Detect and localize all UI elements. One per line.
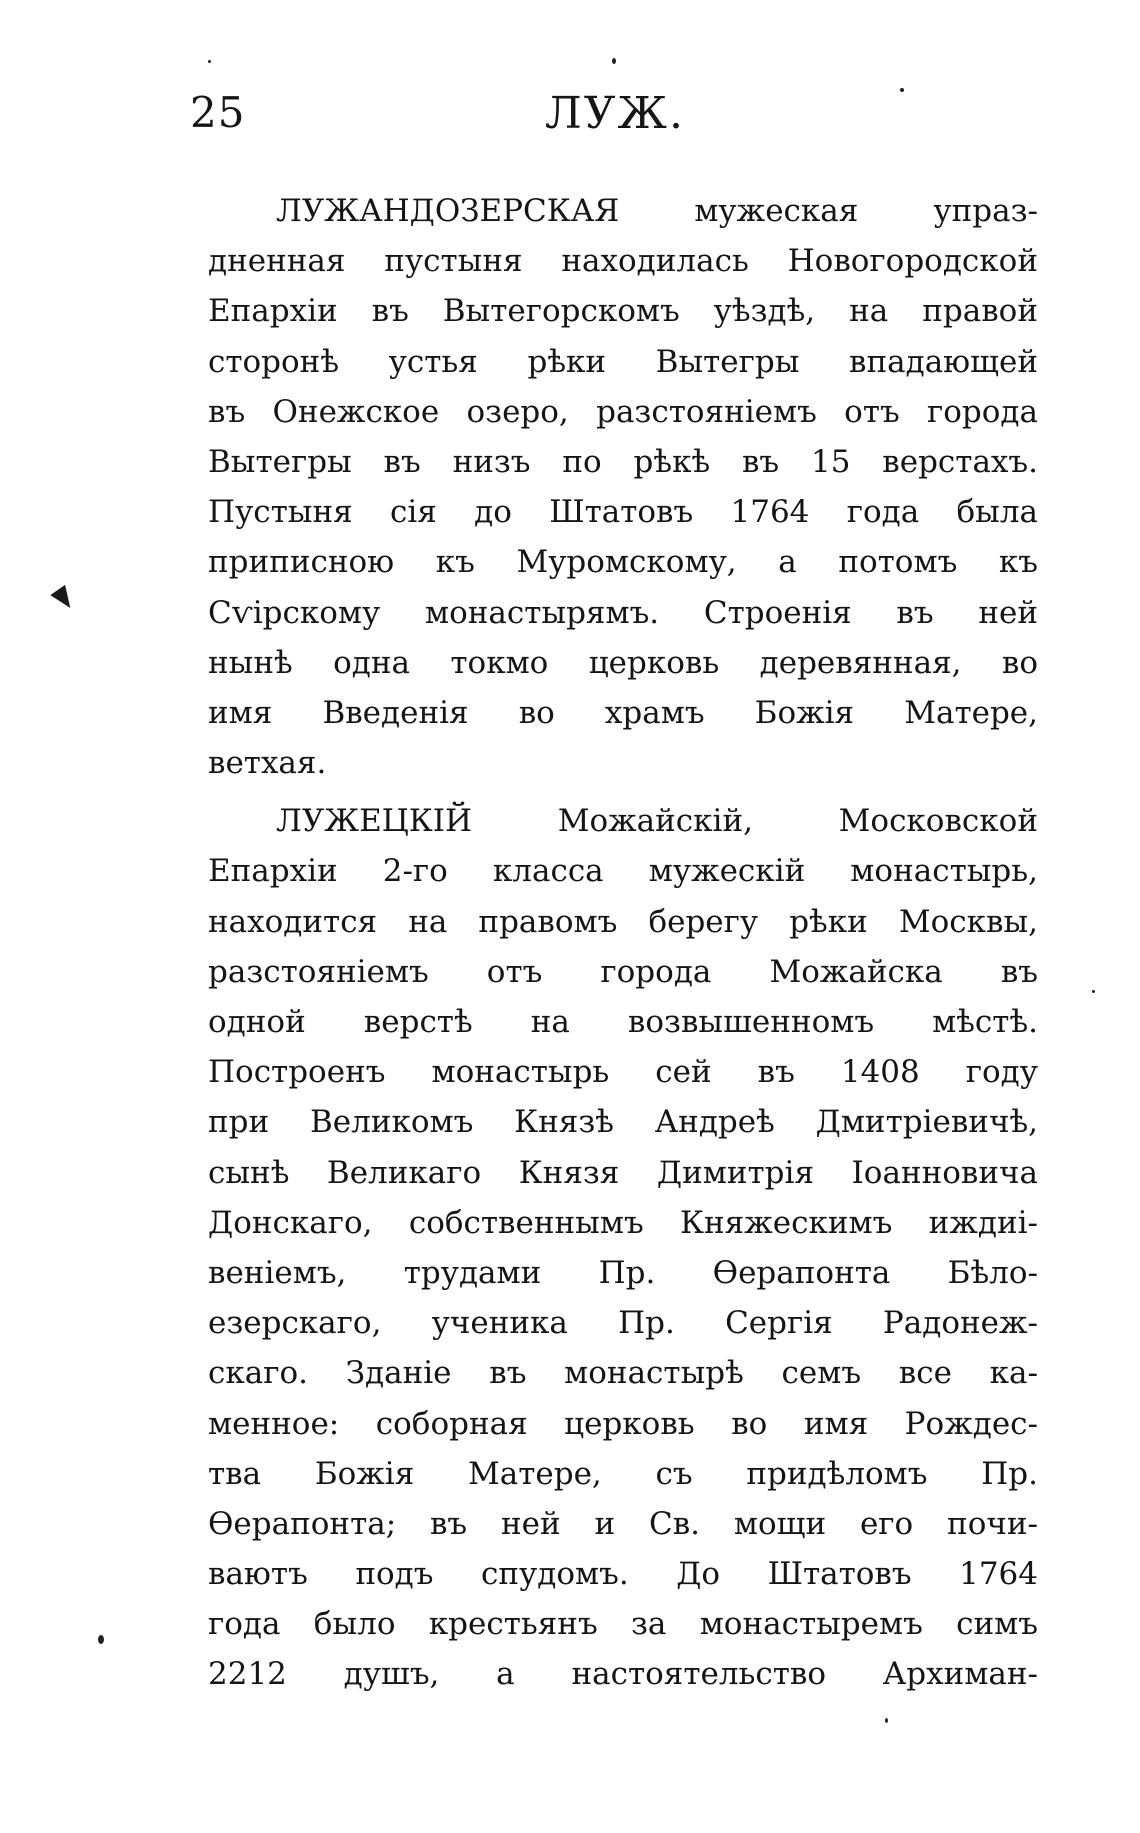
- text-line: ЛУЖАНДОЗЕРСКАЯ мужеская упраз-: [276, 193, 1038, 229]
- text-line: менное: соборная церковь во имя Рождес-: [208, 1405, 1038, 1442]
- text-line: одной верстѣ на возвышенномъ мѣстѣ.: [208, 1004, 1038, 1040]
- text-line: ваютъ подъ спудомъ. До Штатовъ 1764: [208, 1556, 1038, 1593]
- text-line: Вытегры въ низъ по рѣкѣ въ 15 верстахъ.: [208, 443, 1038, 480]
- running-head: [190, 88, 1030, 148]
- text-line: Епархіи въ Вытегорскомъ уѣздѣ, на правой: [208, 293, 1038, 330]
- text-line: года было крестьянъ за монастыремъ симъ: [208, 1606, 1038, 1643]
- entry-gap: [208, 788, 1038, 796]
- scan-speck: [885, 1718, 888, 1723]
- text-line: скаго. Зданіе въ монастырѣ семъ все ка-: [208, 1355, 1038, 1392]
- text-line: езерскаго, ученика Пр. Сергія Радонеж-: [208, 1305, 1038, 1342]
- text-line: ЛУЖЕЦКІЙ Можайскій, Московской: [276, 803, 1038, 840]
- text-line: тва Божія Матере, съ придѣломъ Пр.: [208, 1455, 1038, 1492]
- text-line: ветхая.: [208, 745, 327, 782]
- text-line: веніемъ, трудами Пр. Өерапонта Бѣло-: [208, 1254, 1038, 1291]
- running-title: ЛУЖ.: [545, 88, 685, 139]
- text-line: Донскаго, собственнымъ Княжескимъ иждиі-: [208, 1204, 1038, 1241]
- scan-speck: [612, 58, 616, 64]
- margin-mark-icon: [50, 585, 77, 613]
- text-line: нынѣ одна токмо церковь деревянная, во: [208, 644, 1038, 681]
- text-line: имя Введенія во храмъ Божія Матере,: [208, 694, 1038, 731]
- body-text: [208, 186, 1038, 1700]
- scan-speck: [98, 1635, 104, 1644]
- text-line: приписною къ Муромскому, а потомъ къ: [208, 544, 1038, 581]
- text-line: сынѣ Великаго Князя Димитрія Іоанновича: [208, 1154, 1038, 1191]
- scan-speck: [1092, 990, 1095, 993]
- text-line: сторонѣ устья рѣки Вытегры впадающей: [208, 343, 1038, 380]
- text-line: разстояніемъ отъ города Можайска въ: [208, 953, 1038, 990]
- text-line: Өерапонта; въ ней и Св. мощи его почи-: [208, 1505, 1038, 1542]
- scan-speck: [900, 88, 904, 92]
- text-line: дненная пустыня находилась Новогородской: [208, 243, 1038, 280]
- text-line: 2212 душъ, а настоятельство Архиман-: [208, 1656, 1038, 1693]
- text-line: въ Онежское озеро, разстояніемъ отъ города: [208, 393, 1038, 430]
- text-line: находится на правомъ берегу рѣки Москвы,: [208, 903, 1038, 940]
- page-number: 25: [190, 88, 246, 137]
- entry-luzhandozerskaya: [208, 186, 1038, 788]
- text-line: при Великомъ Князѣ Андреѣ Дмитріевичѣ,: [208, 1104, 1038, 1141]
- entry-luzhetsky: [208, 796, 1038, 1699]
- text-line: Епархіи 2-го класса мужескій монастырь,: [208, 853, 1038, 890]
- text-line: Построенъ монастырь сей въ 1408 году: [208, 1054, 1038, 1091]
- scan-speck: [208, 60, 211, 63]
- text-line: Пустыня сія до Штатовъ 1764 года была: [208, 494, 1038, 531]
- text-line: Сѵірскому монастырямъ. Строенія въ ней: [208, 594, 1038, 631]
